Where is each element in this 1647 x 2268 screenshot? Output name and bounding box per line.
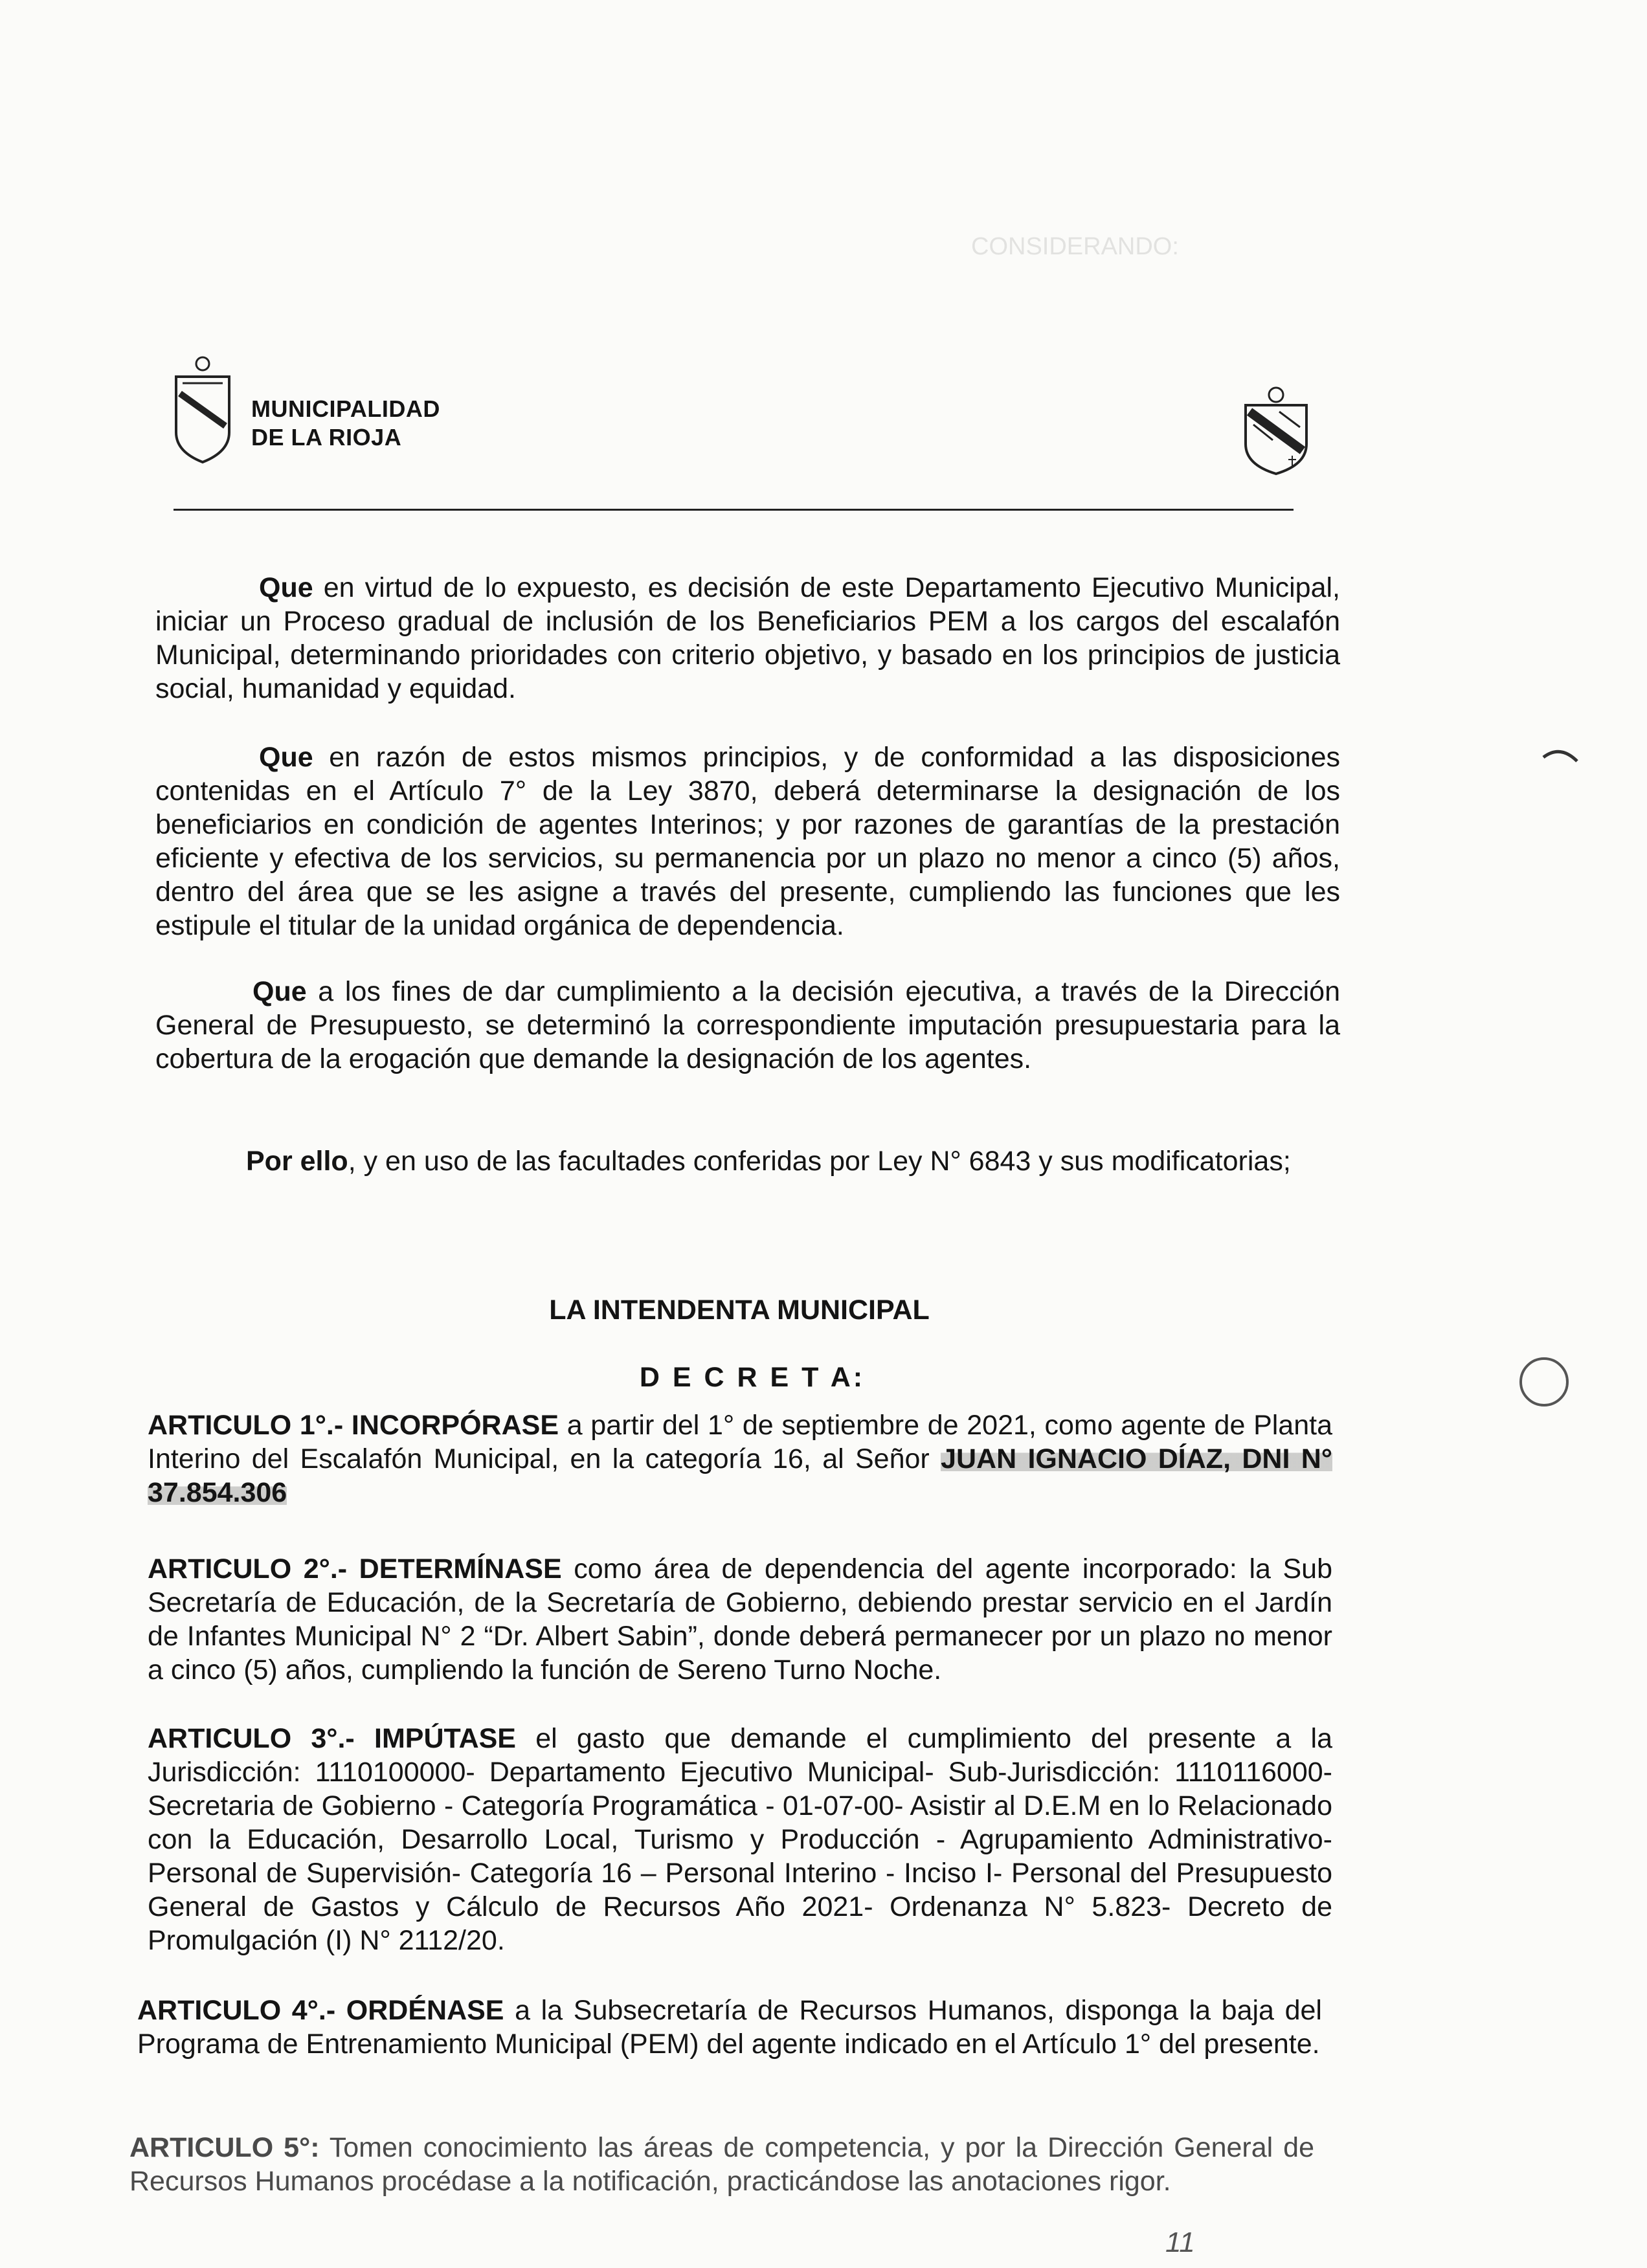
paragraph-2 bbox=[155, 740, 1340, 942]
paragraph-text: , y en uso de las facultades conferidas por Ley N° 6843 y sus modificatorias; bbox=[348, 1146, 1291, 1177]
paragraph-3 bbox=[155, 975, 1340, 1076]
handwritten-mark: 11 bbox=[1165, 2227, 1195, 2258]
bleed-through-text: CONSIDERANDO: bbox=[971, 233, 1179, 260]
paragraph-text: a los fines de dar cumplimiento a la decisión ejecutiva, a través de la Dirección General de Presupuesto, se determinó la correspondiente imputación presupuestaria para la cobertura de la erogación que demande la designación de los agentes. bbox=[155, 976, 1340, 1074]
paragraph-lead: Que bbox=[259, 572, 313, 603]
paragraph-text: en virtud de lo expuesto, es decisión de este Departamento Ejecutivo Municipal, iniciar un Proceso gradual de inclusión de los Beneficiarios PEM a los cargos del escalafón Municipal, determinando prioridades con criterio objetivo, y basado en los principios de justicia social, humanidad y equidad. bbox=[155, 572, 1340, 704]
paragraph-lead: Que bbox=[252, 976, 307, 1007]
paragraph-4 bbox=[155, 1144, 1340, 1178]
municipality-name-line1: MUNICIPALIDAD bbox=[251, 395, 440, 422]
article-heading: ARTICULO 4°.- ORDÉNASE bbox=[137, 1995, 504, 2026]
article-text: a partir del 1° de septiembre de 2021, como agente de Planta Interino del Escalafón Municipal, en la categoría 16, al Señor bbox=[148, 1410, 1332, 1474]
coat-of-arms-icon bbox=[1240, 386, 1312, 476]
paragraph-lead: Que bbox=[259, 742, 313, 773]
punch-hole-mark bbox=[1541, 744, 1580, 790]
municipality-name bbox=[251, 395, 440, 452]
municipality-name-line2: DE LA RIOJA bbox=[251, 424, 402, 450]
paragraph-1 bbox=[155, 571, 1340, 706]
article-text: el gasto que demande el cumplimiento del presente a la Jurisdicción: 1110100000- Departamento Ejecutivo Municipal- Sub-Jurisdicción: 1110116000- Secretaria de Gobierno - Categoría Programática - 01-07-00- Asistir al D.E.M en lo Relacionado con la Educación, Desarrollo Local, Turismo y Producción - Agrupamiento Administrativo-Personal de Supervisión- Categoría 16 – Personal Interino - Inciso I- Personal del Presupuesto General de Gastos y Cálculo de Recursos Año 2021- Ordenanza N° 5.823- Decreto de Promulgación (I) N° 2112/20. bbox=[148, 1723, 1332, 1956]
article-heading: ARTICULO 5°: bbox=[129, 2132, 320, 2163]
paragraph-text: en razón de estos mismos principios, y de conformidad a las disposiciones contenidas en el Artículo 7° de la Ley 3870, deberá determinarse la designación de los beneficiarios en condición de agentes Interinos; y por razones de garantías de la prestación eficiente y efectiva de los servicios, su permanencia por un plazo no menor a cinco (5) años, dentro del área que se les asigne a través del presente, cumpliendo las funciones que les estipule el titular de la unidad orgánica de dependencia. bbox=[155, 742, 1340, 941]
article-bold-text: JUAN IGNACIO DÍAZ, DNI N° 37.854.306 bbox=[148, 1443, 1332, 1508]
decree-heading: D E C R E T A: bbox=[639, 1362, 866, 1393]
article-heading: ARTICULO 2°.- DETERMÍNASE bbox=[148, 1553, 562, 1584]
paragraph-lead: Por ello bbox=[246, 1146, 348, 1177]
article-text: como área de dependencia del agente incorporado: la Sub Secretaría de Educación, de la Secretaría de Gobierno, debiendo prestar servicio en el Jardín de Infantes Municipal N° 2 “Dr. Albert Sabin”, donde deberá permanecer por un plazo no menor a cinco (5) años, cumpliendo la función de Sereno Turno Noche. bbox=[148, 1553, 1332, 1685]
authority-title: LA INTENDENTA MUNICIPAL bbox=[549, 1295, 930, 1326]
header-rule bbox=[174, 509, 1294, 511]
article-1 bbox=[148, 1408, 1332, 1509]
article-3 bbox=[148, 1722, 1332, 1957]
article-5 bbox=[129, 2131, 1314, 2198]
municipal-shield-icon bbox=[174, 355, 232, 465]
article-heading: ARTICULO 1°.- INCORPÓRASE bbox=[148, 1410, 559, 1441]
article-text: Tomen conocimiento las áreas de competencia, y por la Dirección General de Recursos Humanos procédase a la notificación, practicándose las anotaciones rigor. bbox=[129, 2132, 1314, 2197]
article-2 bbox=[148, 1552, 1332, 1687]
article-4 bbox=[137, 1994, 1322, 2061]
punch-hole-mark bbox=[1515, 1353, 1573, 1411]
article-heading: ARTICULO 3°.- IMPÚTASE bbox=[148, 1723, 516, 1754]
article-text: a la Subsecretaría de Recursos Humanos, disponga la baja del Programa de Entrenamiento Municipal (PEM) del agente indicado en el Artículo 1° del presente. bbox=[137, 1995, 1322, 2060]
